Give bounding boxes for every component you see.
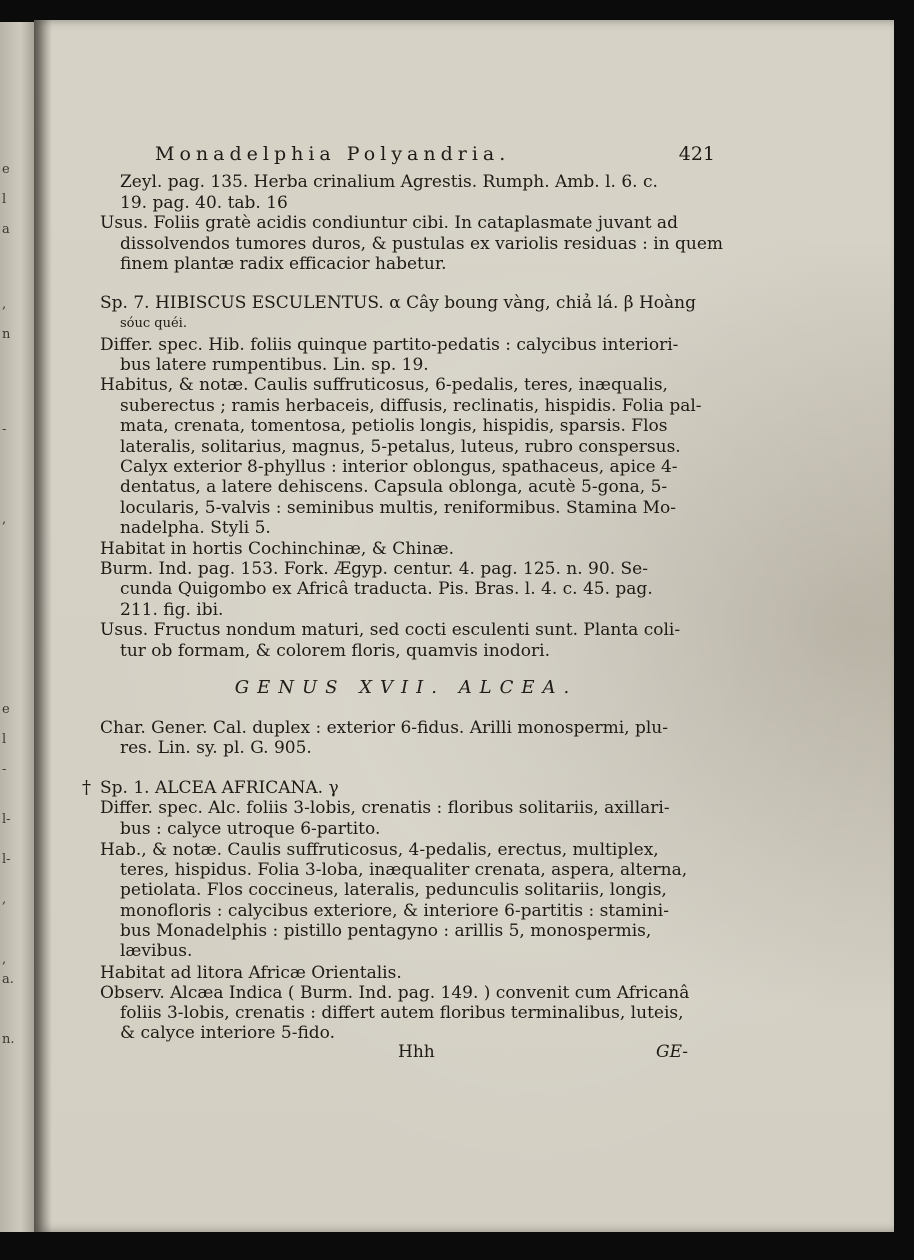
text-line: suberectus ; ramis herbaceis, diffusis, reclinatis, hispidis. Folia pal-	[120, 396, 702, 416]
text-line: lateralis, solitarius, magnus, 5-petalus, luteus, rubro conspersus.	[120, 437, 681, 457]
text-line: tur ob formam, & colorem floris, quamvis inodori.	[120, 641, 550, 661]
text-line: Habitat in hortis Cochinchinæ, & Chinæ.	[100, 539, 454, 559]
text-line: dentatus, a latere dehiscens. Capsula oblonga, acutè 5-gona, 5-	[120, 477, 668, 497]
text-line: Calyx exterior 8-phyllus : interior oblongus, spathaceus, apice 4-	[120, 457, 678, 477]
text-line: Burm. Ind. pag. 153. Fork. Ægyp. centur. 4. pag. 125. n. 90. Se-	[100, 559, 648, 579]
text-line: Differ. spec. Hib. foliis quinque partito-pedatis : calycibus interiori-	[100, 335, 679, 355]
text-line: bus : calyce utroque 6-partito.	[120, 819, 381, 839]
text-line: Habitus, & notæ. Caulis suffruticosus, 6-pedalis, teres, inæqualis,	[100, 375, 668, 395]
text-line: bus latere rumpentibus. Lin. sp. 19.	[120, 355, 429, 375]
text-line: locularis, 5-valvis : seminibus multis, reniformibus. Stamina Mo-	[120, 498, 677, 518]
text-line: Char. Gener. Cal. duplex : exterior 6-fidus. Arilli monospermi, plu-	[100, 718, 668, 738]
text-line: dissolvendos tumores duros, & pustulas ex variolis residuas : in quem	[120, 234, 724, 254]
page-gutter-shadow	[34, 20, 52, 1232]
text-line: cunda Quigombo ex Africâ traducta. Pis. Bras. l. 4. c. 45. pag.	[120, 579, 653, 599]
text-line: 19. pag. 40. tab. 16	[120, 193, 288, 213]
text-line: Zeyl. pag. 135. Herba crinalium Agrestis. Rumph. Amb. l. 6. c.	[120, 172, 658, 192]
running-title: Monadelphia Polyandria.	[155, 143, 511, 165]
text-line: monofloris : calycibus exteriore, & interiore 6-partitis : stamini-	[120, 901, 669, 921]
text-line: Usus. Fructus nondum maturi, sed cocti esculenti sunt. Planta coli-	[100, 620, 681, 640]
text-line: foliis 3-lobis, crenatis : differt autem floribus terminalibus, luteis,	[120, 1003, 684, 1023]
page-number: 421	[678, 143, 715, 165]
text-line: finem plantæ radix efficacior habetur.	[120, 254, 447, 274]
text-line: Usus. Foliis gratè acidis condiuntur cibi. In cataplasmate juvant ad	[100, 213, 678, 233]
species-heading: Sp. 1. ALCEA AFRICANA. γ	[100, 778, 339, 798]
text-line: res. Lin. sy. pl. G. 905.	[120, 738, 312, 758]
text-line: & calyce interiore 5-fido.	[120, 1023, 336, 1043]
text-line: sóuc quéi.	[120, 316, 187, 331]
genus-heading: GENUS XVII. ALCEA.	[234, 677, 578, 698]
text-line: lævibus.	[120, 941, 193, 961]
species-heading: Sp. 7. HIBISCUS ESCULENTUS. α Cây boung vàng, chiả lá. β Hoàng	[100, 293, 697, 313]
text-line: teres, hispidus. Folia 3-loba, inæqualiter crenata, aspera, alterna,	[120, 860, 688, 880]
text-line: petiolata. Flos coccineus, lateralis, pedunculis solitariis, longis,	[120, 880, 667, 900]
text-line: Observ. Alcæa Indica ( Burm. Ind. pag. 149. ) convenit cum Africanâ	[100, 983, 690, 1003]
text-line: nadelpha. Styli 5.	[120, 518, 271, 538]
text-line: Differ. spec. Alc. foliis 3-lobis, crenatis : floribus solitariis, axillari-	[100, 798, 670, 818]
text-line: Habitat ad litora Africæ Orientalis.	[100, 963, 402, 983]
signature-mark: Hhh	[398, 1042, 435, 1062]
text-line: mata, crenata, tomentosa, petiolis longis, hispidis, sparsis. Flos	[120, 416, 668, 436]
text-line: bus Monadelphis : pistillo pentagyno : arillis 5, monospermis,	[120, 921, 652, 941]
text-line: Hab., & notæ. Caulis suffruticosus, 4-pedalis, erectus, multiplex,	[100, 840, 659, 860]
dagger-mark: †	[82, 777, 91, 798]
text-line: 211. fig. ibi.	[120, 600, 224, 620]
catchword: GE-	[656, 1042, 689, 1062]
running-header	[155, 143, 715, 169]
facing-page-edge: e l a , n - , e l - l- l- , , a. n.	[0, 22, 36, 1232]
